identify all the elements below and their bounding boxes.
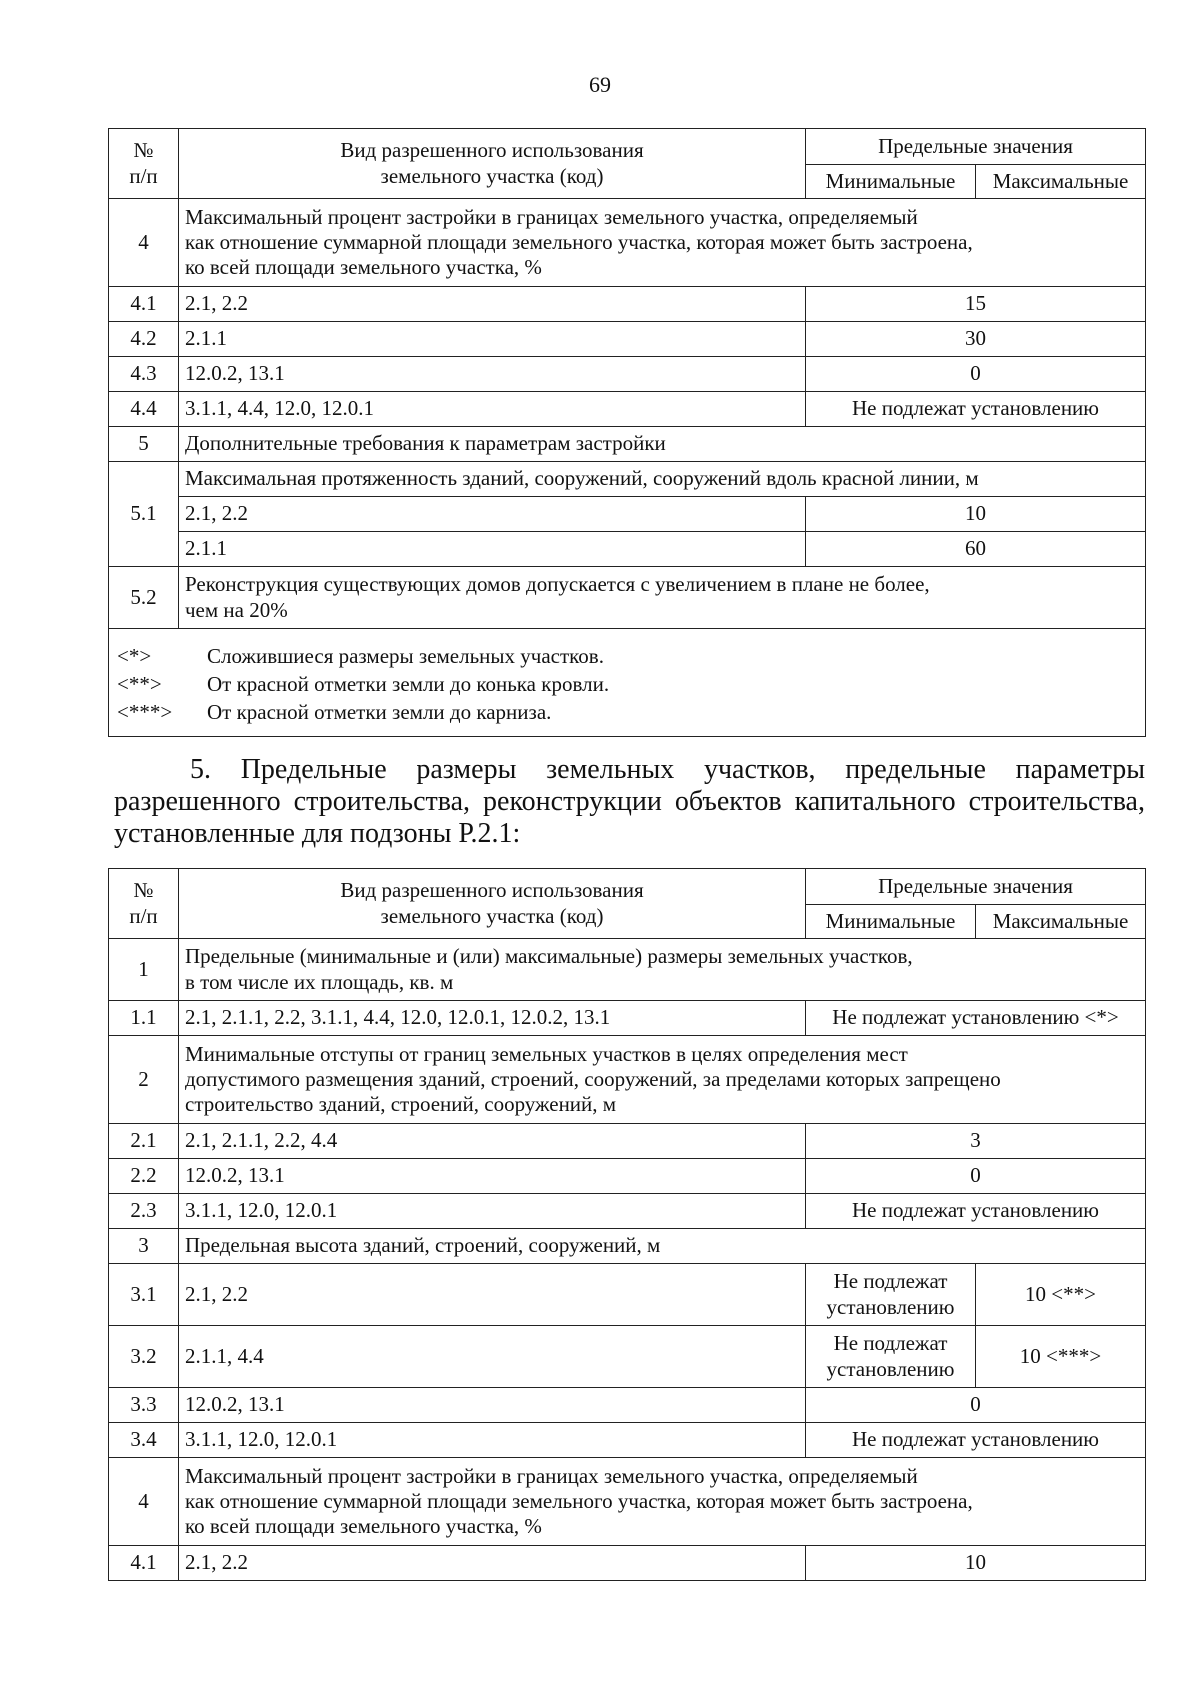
table-row: 3.3 12.0.2, 13.1 0 (109, 1388, 1146, 1423)
table-row: 5.1 Максимальная протяженность зданий, сооружений, сооружений вдоль красной линии, м (109, 462, 1146, 497)
table-row: 4 Максимальный процент застройки в границах земельного участка, определяемый как отношение суммарной площади земельного участка, которая может быть застроена, ко всей площади земельного участка, % (109, 1458, 1146, 1546)
header-limits: Предельные значения (806, 129, 1146, 165)
table-row: 4.3 12.0.2, 13.1 0 (109, 357, 1146, 392)
table-row: 2.1, 2.2 10 (109, 497, 1146, 532)
table-header-row (109, 129, 1146, 165)
table-row: 2.3 3.1.1, 12.0, 12.0.1 Не подлежат установлению (109, 1194, 1146, 1229)
table-row: 4 Максимальный процент застройки в границах земельного участка, определяемый как отношение суммарной площади земельного участка, которая может быть застроена, ко всей площади земельного участка, % (109, 199, 1146, 287)
table-row: 4.4 3.1.1, 4.4, 12.0, 12.0.1 Не подлежат установлению (109, 392, 1146, 427)
section-paragraph: 5. Предельные размеры земельных участков, предельные параметры разрешенного строительства, реконструкции объектов капитального строительства, установленные для подзоны Р.2.1: (114, 754, 1145, 849)
notes-row (109, 629, 1146, 737)
row-description: Максимальный процент застройки в границах земельного участка, определяемый как отношение суммарной площади земельного участка, которая может быть застроена, ко всей площади земельного участка, % (179, 199, 1146, 287)
table-row: 2 Минимальные отступы от границ земельных участков в целях определения мест допустимого размещения зданий, строений, сооружений, за пределами которых запрещено строительство зданий, строений, сооружений, м (109, 1036, 1146, 1124)
header-max: Максимальные (976, 905, 1146, 939)
header-use-type: Вид разрешенного использования земельного участка (код) (179, 129, 806, 199)
header-max: Максимальные (976, 165, 1146, 199)
limits-table-1 (108, 128, 1146, 737)
footnotes (109, 629, 1146, 737)
header-number: № п/п (109, 869, 179, 939)
table-row: 1 Предельные (минимальные и (или) максимальные) размеры земельных участков, в том числе их площадь, кв. м (109, 939, 1146, 1001)
header-number: № п/п (109, 129, 179, 199)
table-row: 3.1 2.1, 2.2 Не подлежат установлению 10 <**> (109, 1264, 1146, 1326)
limits-table-2 (108, 868, 1146, 1581)
table-row: 5.2 Реконструкция существующих домов допускается с увеличением в плане не более, чем на 20% (109, 567, 1146, 629)
table-row: 5 Дополнительные требования к параметрам застройки (109, 427, 1146, 462)
table-row: 3.2 2.1.1, 4.4 Не подлежат установлению 10 <***> (109, 1326, 1146, 1388)
table-row: 2.1.1 60 (109, 532, 1146, 567)
footnote: <***> От красной отметки земли до карниза. (117, 699, 552, 724)
header-min: Минимальные (806, 165, 976, 199)
table-row: 1.1 2.1, 2.1.1, 2.2, 3.1.1, 4.4, 12.0, 12.0.1, 12.0.2, 13.1 Не подлежат установлению <*> (109, 1001, 1146, 1036)
table-row: 2.2 12.0.2, 13.1 0 (109, 1159, 1146, 1194)
table-row: 3.4 3.1.1, 12.0, 12.0.1 Не подлежат установлению (109, 1423, 1146, 1458)
footnote: <*> Сложившиеся размеры земельных участков. (117, 643, 604, 668)
table-row: 4.1 2.1, 2.2 10 (109, 1546, 1146, 1581)
table-header-row (109, 869, 1146, 905)
footnote: <**> От красной отметки земли до конька кровли. (117, 671, 610, 696)
table-row: 4.1 2.1, 2.2 15 (109, 287, 1146, 322)
table-row: 3 Предельная высота зданий, строений, сооружений, м (109, 1229, 1146, 1264)
table-row: 2.1 2.1, 2.1.1, 2.2, 4.4 3 (109, 1124, 1146, 1159)
table-row: 4.2 2.1.1 30 (109, 322, 1146, 357)
page-number: 69 (589, 72, 611, 97)
header-use-type: Вид разрешенного использования земельного участка (код) (179, 869, 806, 939)
header-min: Минимальные (806, 905, 976, 939)
header-limits: Предельные значения (806, 869, 1146, 905)
